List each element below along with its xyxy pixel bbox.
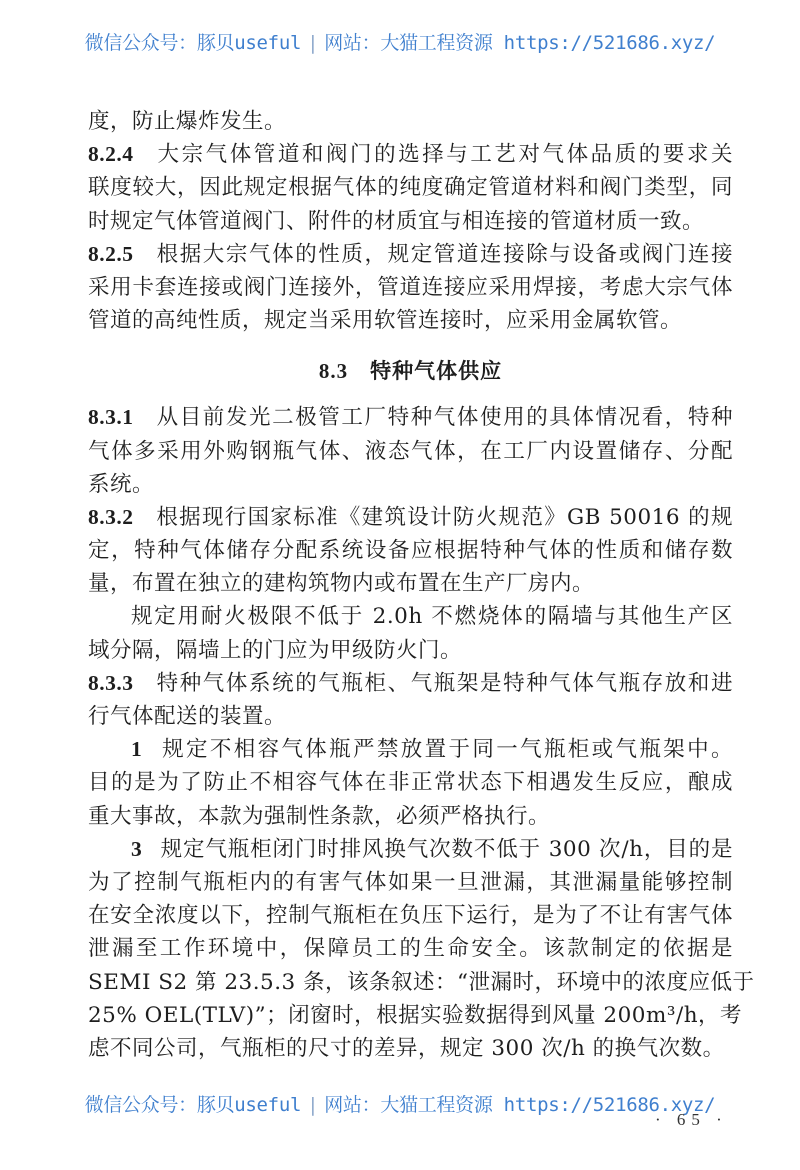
clause-8-3-2-line xyxy=(88,501,733,534)
paragraph-line: 规定用耐火极限不低于 2.0h 不燃烧体的隔墙与其他生产区 xyxy=(131,604,733,630)
paragraph-line: 时规定气体管道阀门、附件的材质宜与相连接的管道材质一致。 xyxy=(88,208,705,234)
document-page xyxy=(88,105,755,1065)
paragraph-line: 联度较大，因此规定根据气体的纯度确定管道材料和阀门类型，同 xyxy=(88,175,733,201)
paragraph-line: 泄漏至工作环境中，保障员工的生命安全。该款制定的依据是 xyxy=(88,936,733,962)
clause-number: 8.3.3 xyxy=(88,670,134,695)
watermark-header xyxy=(0,30,800,56)
clause-number: 8.2.5 xyxy=(88,241,134,266)
clause-8-3-3-line xyxy=(88,667,733,700)
section-number: 8.3 xyxy=(318,359,349,384)
item-number: 3 xyxy=(131,836,143,861)
clause-number: 8.3.1 xyxy=(88,405,134,430)
item-1-line xyxy=(88,733,733,766)
clause-number: 8.3.2 xyxy=(88,504,134,529)
paragraph-line: 量，布置在独立的建构筑物内或布置在生产厂房内。 xyxy=(88,571,595,597)
clause-text: 特种气体系统的气瓶柜、气瓶架是特种气体气瓶存放和进 xyxy=(155,670,733,696)
paragraph-line: 域分隔，隔墙上的门应为甲级防火门。 xyxy=(88,637,463,663)
clause-8-2-4-line xyxy=(88,138,733,171)
watermark-wechat-text: 微信公众号：豚贝useful xyxy=(84,32,302,54)
watermark-separator: | xyxy=(307,1094,319,1116)
clause-8-2-5-line xyxy=(88,238,733,271)
clause-number: 8.2.4 xyxy=(88,142,134,167)
paragraph-line: 为了控制气瓶柜内的有害气体如果一旦泄漏，其泄漏量能够控制 xyxy=(88,869,733,895)
paragraph-line: 定，特种气体储存分配系统设备应根据特种气体的性质和储存数 xyxy=(88,538,733,564)
page-number: · 65 · xyxy=(655,1110,728,1129)
section-title: 特种气体供应 xyxy=(370,358,503,384)
paragraph-line: 在安全浓度以下，控制气瓶柜在负压下运行，是为了不让有害气体 xyxy=(88,903,733,929)
section-heading-8-3 xyxy=(88,337,733,401)
paragraph-line: 度，防止爆炸发生。 xyxy=(88,109,287,134)
clause-text: 根据大宗气体的性质，规定管道连接除与设备或阀门连接 xyxy=(155,241,733,267)
paragraph-line: 行气体配送的装置。 xyxy=(88,704,287,729)
item-3-line xyxy=(88,833,733,866)
watermark-website-text: 网站：大猫工程资源 https://521686.xyz/ xyxy=(324,32,716,54)
clause-text: 从目前发光二极管工厂特种气体使用的具体情况看，特种 xyxy=(155,405,733,431)
clause-text: 根据现行国家标准《建筑设计防火规范》GB 50016 的规 xyxy=(155,504,733,530)
watermark-wechat-text: 微信公众号：豚贝useful xyxy=(84,1094,302,1116)
paragraph-line: 25% OEL(TLV)”；闭窗时，根据实验数据得到风量 200m³/h，考 xyxy=(88,1002,743,1028)
item-text: 规定气瓶柜闭门时排风换气次数不低于 300 次/h，目的是 xyxy=(160,836,733,862)
paragraph-line: 管道的高纯性质，规定当采用软管连接时，应采用金属软管。 xyxy=(88,308,683,334)
clause-8-3-1-line xyxy=(88,401,733,434)
watermark-separator: | xyxy=(307,32,319,54)
paragraph-line: 重大事故，本款为强制性条款，必须严格执行。 xyxy=(88,803,551,829)
paragraph-line: 系统。 xyxy=(88,471,155,497)
paragraph-line: 虑不同公司，气瓶柜的尺寸的差异，规定 300 次/h 的换气次数。 xyxy=(88,1035,725,1061)
item-text: 规定不相容气体瓶严禁放置于同一气瓶柜或气瓶架中。 xyxy=(160,737,733,763)
paragraph-line: 气体多采用外购钢瓶气体、液态气体，在工厂内设置储存、分配 xyxy=(88,438,733,464)
clause-text: 大宗气体管道和阀门的选择与工艺对气体品质的要求关 xyxy=(155,142,733,168)
paragraph-line: 目的是为了防止不相容气体在非正常状态下相遇发生反应，酿成 xyxy=(88,770,733,796)
watermark-website-text: 网站：大猫工程资源 https://521686.xyz/ xyxy=(324,1094,716,1116)
paragraph-line: SEMI S2 第 23.5.3 条，该条叙述：“泄漏时，环境中的浓度应低于 xyxy=(88,969,755,995)
item-number: 1 xyxy=(131,737,143,762)
paragraph-line: 采用卡套连接或阀门连接外，管道连接应采用焊接，考虑大宗气体 xyxy=(88,274,733,300)
